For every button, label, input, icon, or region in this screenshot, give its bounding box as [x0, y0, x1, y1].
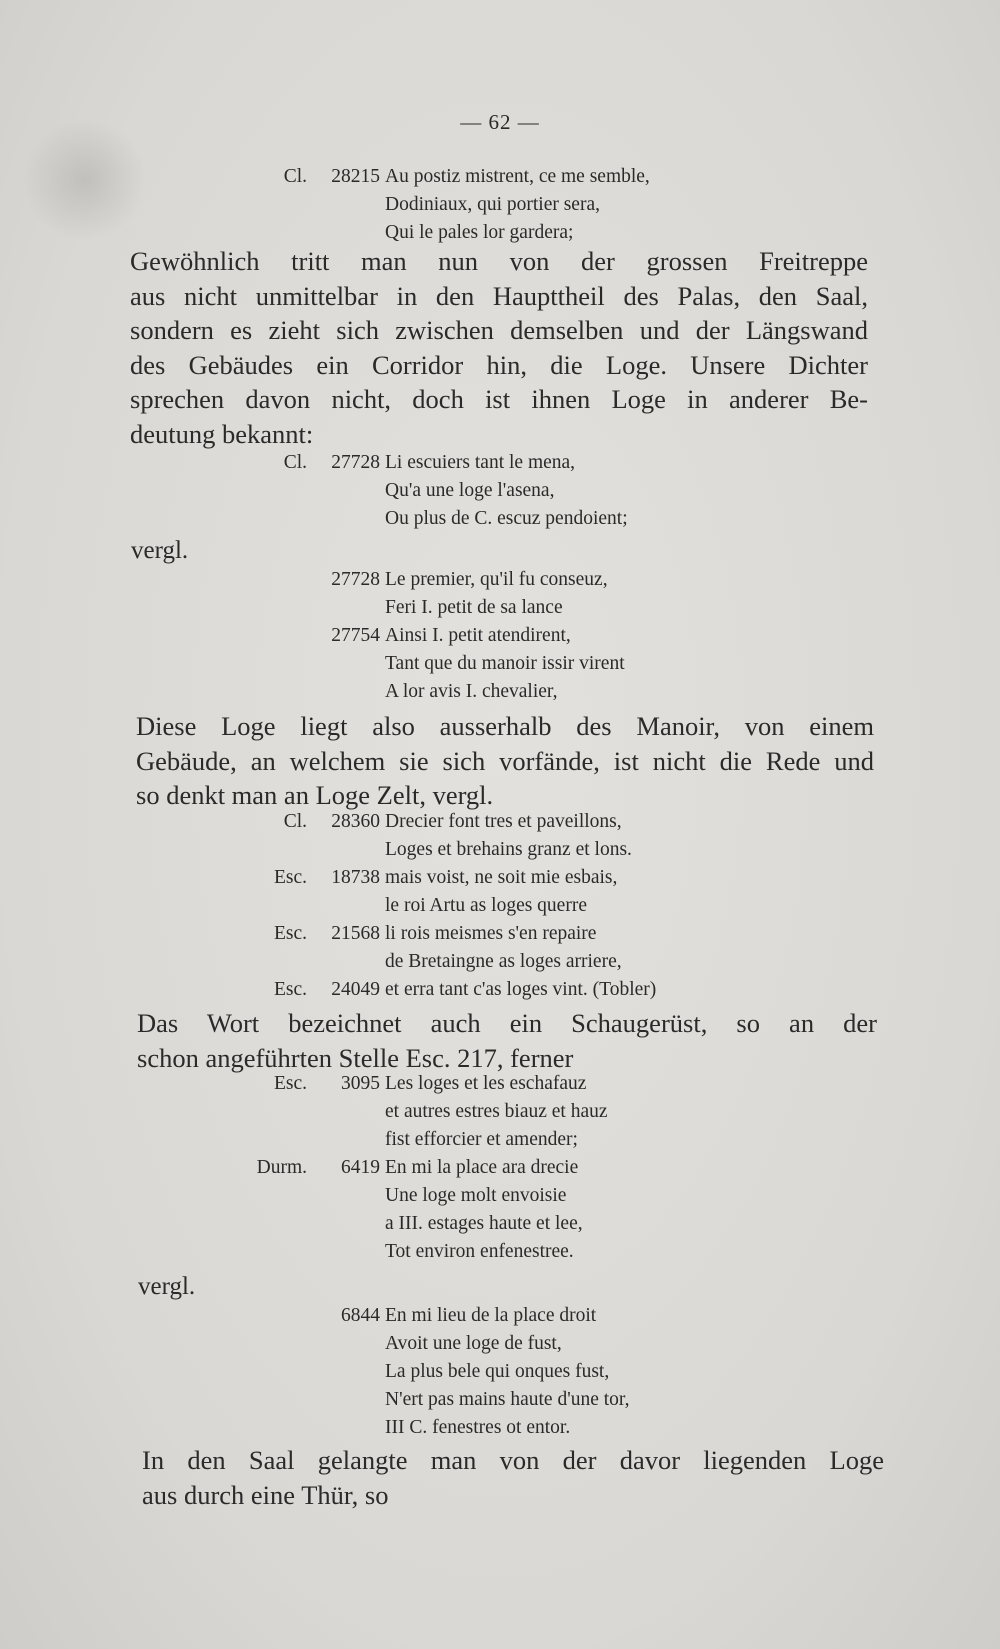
verse-text: li rois meismes s'en repaire — [385, 923, 597, 944]
verse-text: Dodiniaux, qui portier sera, — [385, 194, 600, 215]
paragraph-2 — [136, 709, 874, 813]
verse-text: Les loges et les eschafauz — [385, 1073, 587, 1094]
verse-line — [230, 948, 770, 976]
verse-source: Cl. — [283, 452, 307, 473]
verse-number: 24049 — [331, 979, 380, 1000]
verse-quote-1 — [230, 163, 750, 247]
paragraph-line: des Gebäudes ein Corridor hin, die Loge. Unsere Dichter — [130, 349, 868, 380]
verse-text: Li escuiers tant le mena, — [385, 452, 576, 473]
verse-text: Qu'a une loge l'asena, — [385, 480, 555, 501]
verse-text: En mi la place ara drecie — [385, 1157, 579, 1178]
paragraph-line: deutung bekannt: — [130, 418, 314, 449]
verse-line — [230, 864, 770, 892]
verse-line — [230, 1126, 750, 1154]
verse-source: Esc. — [273, 979, 307, 1000]
page-stain — [20, 120, 150, 240]
verse-line — [230, 650, 750, 678]
verse-source: Durm. — [256, 1157, 307, 1178]
vergl-label-2: vergl. — [138, 1273, 196, 1300]
verse-quote-5 — [230, 1070, 750, 1266]
verse-text: fist efforcier et amender; — [385, 1129, 578, 1150]
verse-line — [230, 920, 770, 948]
verse-text: Drecier font tres et paveillons, — [385, 811, 622, 832]
verse-text: de Bretaingne as loges arriere, — [385, 951, 622, 972]
verse-line — [230, 163, 750, 191]
verse-number: 28215 — [331, 166, 380, 187]
verse-text: Ainsi I. petit atendirent, — [385, 625, 571, 646]
verse-text: Tot environ enfenestree. — [385, 1241, 574, 1262]
verse-number: 27754 — [331, 625, 380, 646]
page-number: — 62 — — [460, 110, 540, 134]
verse-line — [230, 1154, 750, 1182]
verse-text: a III. estages haute et lee, — [385, 1213, 583, 1234]
verse-quote-6 — [230, 1302, 750, 1442]
verse-text: Au postiz mistrent, ce me semble, — [385, 166, 650, 187]
paragraph-line: Gewöhnlich tritt man nun von der grossen Freitreppe — [130, 246, 868, 276]
verse-text: et erra tant c'as loges vint. (Tobler) — [385, 979, 657, 1000]
verse-line — [230, 976, 770, 1004]
verse-text: Avoit une loge de fust, — [385, 1333, 562, 1354]
verse-source: Cl. — [283, 166, 307, 187]
verse-text: La plus bele qui onques fust, — [385, 1361, 610, 1382]
verse-line — [230, 678, 750, 706]
verse-line — [230, 566, 750, 594]
verse-source: Cl. — [283, 811, 307, 832]
verse-line — [230, 1414, 750, 1442]
verse-text: mais voist, ne soit mie esbais, — [385, 867, 618, 888]
verse-text: N'ert pas mains haute d'une tor, — [385, 1389, 630, 1410]
verse-line — [230, 1302, 750, 1330]
verse-line — [230, 892, 770, 920]
verse-line — [230, 477, 750, 505]
verse-number: 6419 — [341, 1157, 380, 1178]
paragraph-line: schon angeführten Stelle Esc. 217, ferner — [137, 1042, 574, 1073]
verse-number: 27728 — [331, 452, 380, 473]
verse-line — [230, 808, 770, 836]
paragraph-line: Diese Loge liegt also ausserhalb des Manoir, von einem — [136, 711, 874, 741]
verse-text: Feri I. petit de sa lance — [385, 597, 563, 618]
verse-line — [230, 836, 770, 864]
paragraph-line: aus durch eine Thür, so — [142, 1479, 389, 1510]
verse-number: 6844 — [341, 1305, 380, 1326]
verse-line — [230, 191, 750, 219]
verse-line — [230, 594, 750, 622]
paragraph-line: sondern es zieht sich zwischen demselben und der Längswand — [130, 315, 868, 345]
verse-line — [230, 622, 750, 650]
verse-line — [230, 1070, 750, 1098]
verse-text: A lor avis I. chevalier, — [385, 681, 558, 702]
paragraph-1 — [130, 244, 868, 451]
paragraph-line: sprechen davon nicht, doch ist ihnen Loge in anderer Be- — [130, 384, 868, 414]
paragraph-line: so denkt man an Loge Zelt, vergl. — [136, 780, 494, 810]
verse-number: 21568 — [331, 923, 380, 944]
verse-text: Le premier, qu'il fu conseuz, — [385, 569, 608, 590]
verse-line — [230, 505, 750, 533]
verse-text: En mi lieu de la place droit — [385, 1305, 597, 1326]
verse-line — [230, 1330, 750, 1358]
verse-text: Tant que du manoir issir virent — [385, 653, 625, 674]
verse-text: Loges et brehains granz et lons. — [385, 839, 632, 860]
verse-number: 3095 — [341, 1073, 380, 1094]
verse-text: Ou plus de C. escuz pendoient; — [385, 508, 628, 529]
verse-text: et autres estres biauz et hauz — [385, 1101, 608, 1122]
verse-text: III C. fenestres ot entor. — [385, 1417, 571, 1438]
verse-source: Esc. — [273, 923, 307, 944]
verse-line — [230, 1182, 750, 1210]
verse-line — [230, 449, 750, 477]
vergl-label-1: vergl. — [131, 537, 189, 564]
verse-text: Une loge molt envoisie — [385, 1185, 567, 1206]
verse-number: 27728 — [331, 569, 380, 590]
verse-text: Qui le pales lor gardera; — [385, 222, 574, 243]
verse-source: Esc. — [273, 867, 307, 888]
verse-line — [230, 1098, 750, 1126]
paragraph-line: aus nicht unmittelbar in den Haupttheil des Palas, den Saal, — [130, 280, 868, 311]
verse-line — [230, 1238, 750, 1266]
paragraph-3 — [137, 1006, 877, 1075]
verse-line — [230, 1210, 750, 1238]
verse-line — [230, 219, 750, 247]
verse-line — [230, 1358, 750, 1386]
verse-text: le roi Artu as loges querre — [385, 895, 587, 916]
verse-quote-4 — [230, 808, 770, 1004]
verse-line — [230, 1386, 750, 1414]
verse-number: 18738 — [331, 867, 380, 888]
paragraph-line: In den Saal gelangte man von der davor liegenden Loge — [142, 1445, 884, 1475]
verse-number: 28360 — [331, 811, 380, 832]
verse-quote-2 — [230, 449, 750, 533]
paragraph-line: Gebäude, an welchem sie sich vorfände, ist nicht die Rede und — [136, 745, 874, 776]
paragraph-line: Das Wort bezeichnet auch ein Schaugerüst, so an der — [137, 1008, 877, 1038]
paragraph-4 — [142, 1443, 884, 1512]
verse-source: Esc. — [273, 1073, 307, 1094]
verse-quote-3 — [230, 566, 750, 706]
